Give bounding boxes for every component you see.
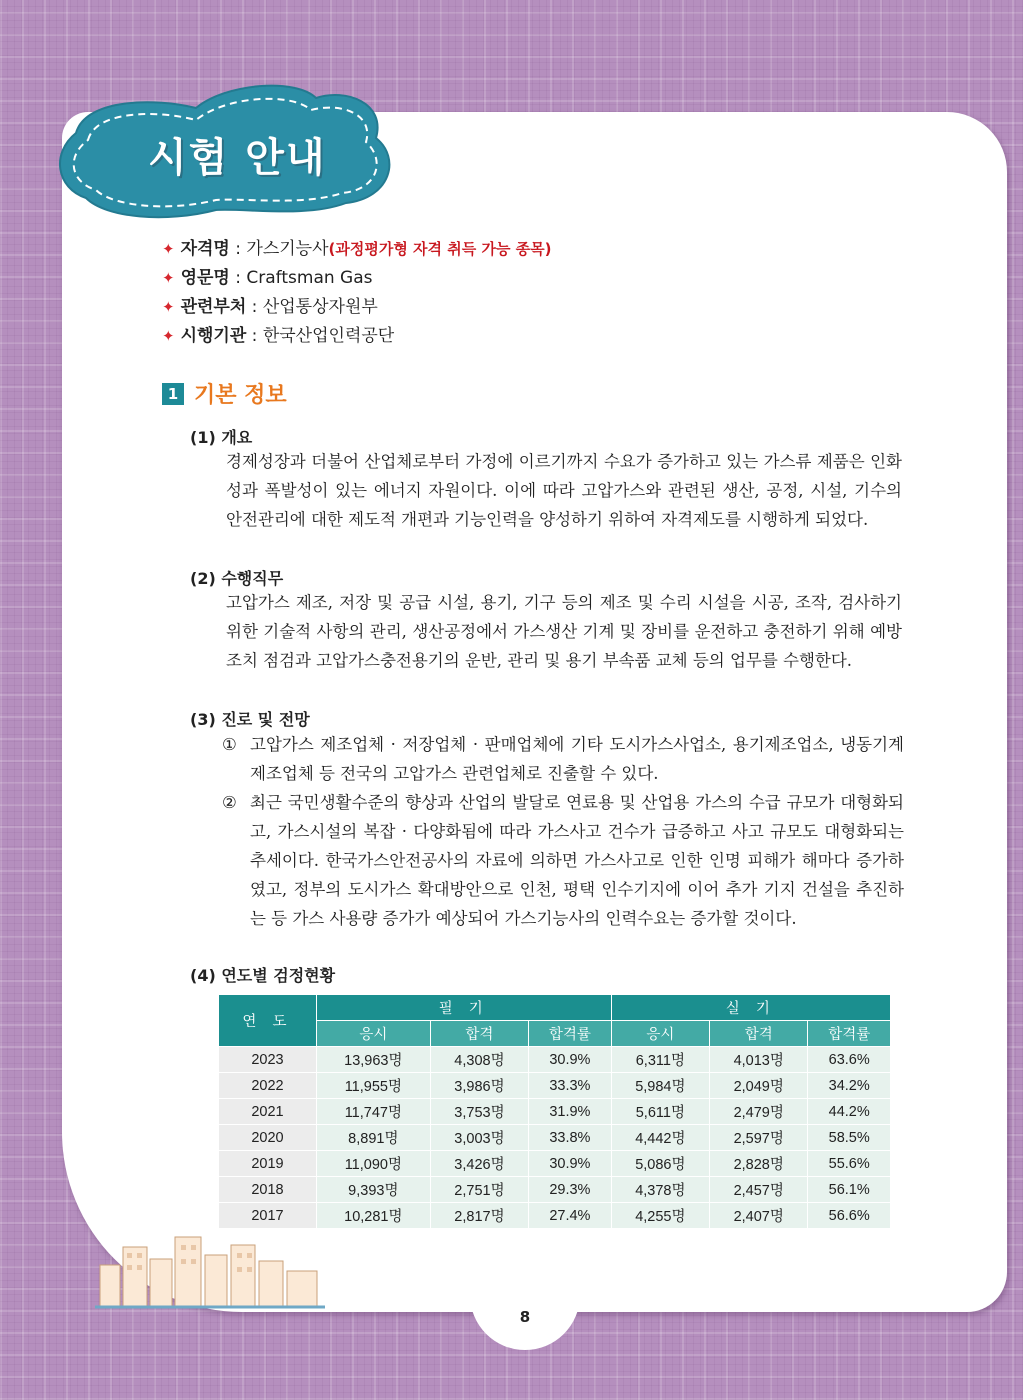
value-cell: 55.6% [808,1151,891,1177]
info-row-english: ✦ 영문명 : Craftsman Gas [162,268,373,288]
value-cell: 31.9% [529,1099,612,1125]
value-cell: 10,281명 [316,1203,430,1229]
value-cell: 2,457명 [710,1177,808,1203]
info-row-name: ✦ 자격명 : 가스기능사(과정평가형 자격 취득 가능 종목) [162,239,552,259]
value-cell: 5,611명 [611,1099,709,1125]
column-header: 응시 [316,1021,430,1047]
value-cell: 11,747명 [316,1099,430,1125]
year-cell: 2023 [219,1047,317,1073]
list-text: 고압가스 제조업체 · 저장업체 · 판매업체에 기타 도시가스사업소, 용기제조업소, 냉동기계제조업체 등 전국의 고압가스 관련업체로 진출할 수 있다. [250,735,904,783]
value-cell: 4,308명 [430,1047,528,1073]
value-cell: 63.6% [808,1047,891,1073]
info-value: 산업통상자원부 [262,297,378,317]
value-cell: 3,003명 [430,1125,528,1151]
table-row [219,1073,891,1099]
value-cell: 5,984명 [611,1073,709,1099]
value-cell: 56.1% [808,1177,891,1203]
value-cell: 13,963명 [316,1047,430,1073]
table-row [219,1099,891,1125]
column-header: 합격 [710,1021,808,1047]
table-row [219,1125,891,1151]
list-item [222,788,904,933]
star-bullet-icon: ✦ [162,327,175,345]
list-marker: ② [222,793,237,812]
value-cell: 44.2% [808,1099,891,1125]
info-value: Craftsman Gas [246,268,373,288]
value-cell: 34.2% [808,1073,891,1099]
value-cell: 11,955명 [316,1073,430,1099]
subsection-heading-career: (3) 진로 및 전망 [190,710,310,729]
year-header: 연 도 [219,995,317,1047]
star-bullet-icon: ✦ [162,269,175,287]
value-cell: 56.6% [808,1203,891,1229]
value-cell: 11,090명 [316,1151,430,1177]
year-cell: 2022 [219,1073,317,1099]
value-cell: 29.3% [529,1177,612,1203]
section-title: 기본 정보 [194,383,287,408]
value-cell: 3,753명 [430,1099,528,1125]
list-marker: ① [222,735,237,754]
year-cell: 2018 [219,1177,317,1203]
city-buildings-illustration [95,1225,325,1310]
value-cell: 27.4% [529,1203,612,1229]
value-cell: 58.5% [808,1125,891,1151]
info-label: 자격명 [180,239,230,259]
info-label: 시행기관 [180,326,247,346]
column-header: 합격률 [529,1021,612,1047]
duties-paragraph: 고압가스 제조, 저장 및 공급 시설, 용기, 기구 등의 제조 및 수리 시설을 시공, 조작, 검사하기 위한 기술적 사항의 관리, 생산공정에서 가스생산 기계 및 장비를 운전하고 충전하기 위해 예방조치 점검과 고압가스충전용기의 운반, 관리 및 용기 부속품 교체 등의 업무를 수행한다. [226,593,902,670]
value-cell: 2,479명 [710,1099,808,1125]
page-title: 시험 안내 [148,135,327,181]
subsection-heading-overview: (1) 개요 [190,428,253,447]
subsection-heading-duties: (2) 수행직무 [190,569,284,588]
value-cell: 2,049명 [710,1073,808,1099]
exam-stats-table [218,994,891,1229]
value-cell: 4,378명 [611,1177,709,1203]
value-cell: 6,311명 [611,1047,709,1073]
page-number: 8 [519,1308,531,1326]
value-cell: 33.3% [529,1073,612,1099]
table-row [219,1047,891,1073]
list-item [222,730,904,788]
info-label: 영문명 [180,268,230,288]
value-cell: 33.8% [529,1125,612,1151]
section-heading [162,378,287,409]
career-list [222,730,904,933]
value-cell: 4,442명 [611,1125,709,1151]
table-row [219,1177,891,1203]
star-bullet-icon: ✦ [162,240,175,258]
column-header: 응시 [611,1021,709,1047]
column-header: 합격률 [808,1021,891,1047]
info-row-ministry: ✦ 관련부처 : 산업통상자원부 [162,297,378,317]
value-cell: 3,986명 [430,1073,528,1099]
year-cell: 2017 [219,1203,317,1229]
year-cell: 2021 [219,1099,317,1125]
info-row-agency: ✦ 시행기관 : 한국산업인력공단 [162,326,395,346]
subsection-heading-stats: (4) 연도별 검정현황 [190,966,336,985]
value-cell: 8,891명 [316,1125,430,1151]
value-cell: 5,086명 [611,1151,709,1177]
year-cell: 2019 [219,1151,317,1177]
value-cell: 30.9% [529,1047,612,1073]
table-row [219,1151,891,1177]
info-value: 가스기능사 [246,239,329,259]
info-note: (과정평가형 자격 취득 가능 종목) [328,240,552,258]
practical-header: 실 기 [611,995,890,1021]
column-header: 합격 [430,1021,528,1047]
value-cell: 2,817명 [430,1203,528,1229]
value-cell: 3,426명 [430,1151,528,1177]
section-number-badge: 1 [162,383,184,405]
value-cell: 2,597명 [710,1125,808,1151]
value-cell: 2,751명 [430,1177,528,1203]
written-header: 필 기 [316,995,611,1021]
info-label: 관련부처 [180,297,247,317]
value-cell: 30.9% [529,1151,612,1177]
value-cell: 4,013명 [710,1047,808,1073]
overview-paragraph: 경제성장과 더불어 산업체로부터 가정에 이르기까지 수요가 증가하고 있는 가스류 제품은 인화성과 폭발성이 있는 에너지 자원이다. 이에 따라 고압가스와 관련된 생산, 공정, 시설, 기수의 안전관리에 대한 제도적 개편과 기능인력을 양성하기 위하여 자격제도를 시행하게 되었다. [226,452,902,529]
value-cell: 9,393명 [316,1177,430,1203]
exam-info-list [162,235,552,351]
info-value: 한국산업인력공단 [262,326,395,346]
value-cell: 2,828명 [710,1151,808,1177]
year-cell: 2020 [219,1125,317,1151]
value-cell: 4,255명 [611,1203,709,1229]
value-cell: 2,407명 [710,1203,808,1229]
star-bullet-icon: ✦ [162,298,175,316]
list-text: 최근 국민생활수준의 향상과 산업의 발달로 연료용 및 산업용 가스의 수급 규모가 대형화되고, 가스시설의 복잡 · 다양화됨에 따라 가스사고 건수가 급증하고 사고 규모도 대형화되는 추세이다. 한국가스안전공사의 자료에 의하면 가스사고로 인한 인명 피해가 해마다 증가하였고, 정부의 도시가스 확대방안으로 인천, 평택 인수기지에 이어 추가 기지 건설을 추진하는 등 가스 사용량 증가가 예상되어 가스기능사의 인력수요는 증가할 것이다. [250,793,904,928]
